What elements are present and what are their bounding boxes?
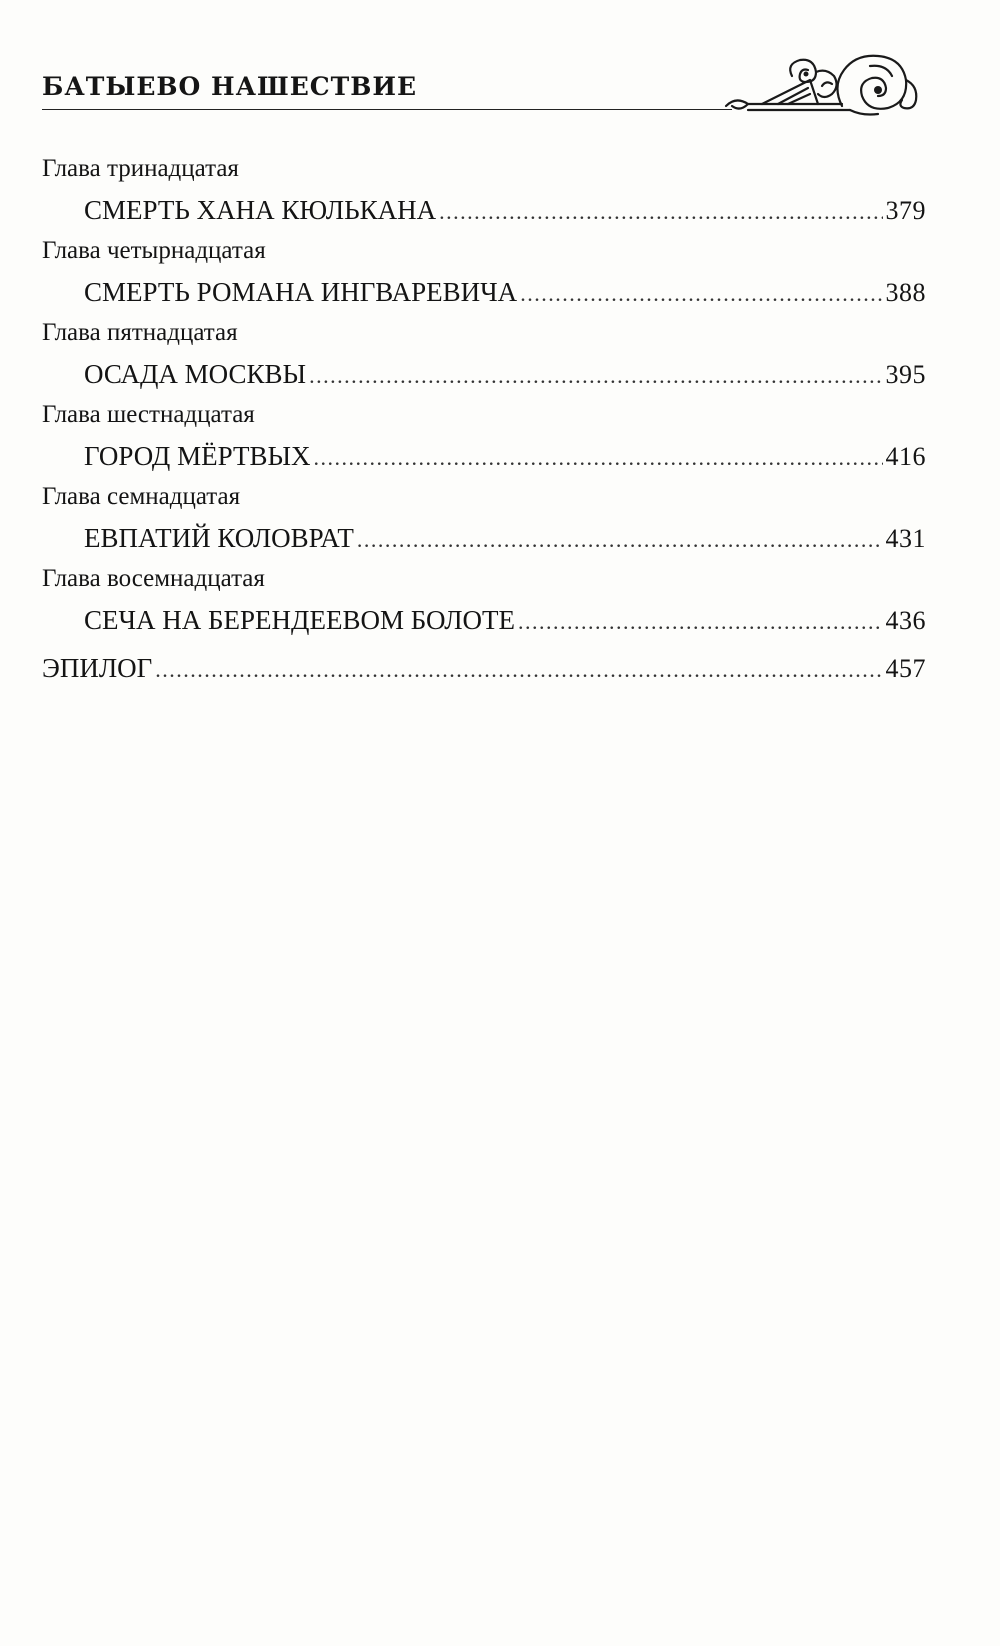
chapter-title: ГОРОД МЁРТВЫХ [84,441,311,471]
toc-chapter [42,562,926,644]
chapter-title: СМЕРТЬ РОМАНА ИНГВАРЕВИЧА [84,277,518,307]
chapter-label: Глава пятнадцатая [42,319,238,346]
toc-chapter [42,480,926,562]
chapter-label: Глава четырнадцатая [42,237,266,264]
chapter-title: ЕВПАТИЙ КОЛОВРАТ [84,523,354,553]
table-of-contents [42,152,926,692]
toc-entry[interactable] [42,432,926,480]
toc-chapter [42,398,926,480]
page-number: 457 [885,654,926,683]
chapter-title: ОСАДА МОСКВЫ [84,359,307,389]
toc-chapter [42,234,926,316]
dot-leader [309,352,882,400]
dot-leader [357,516,883,564]
toc-entry[interactable] [42,350,926,398]
dot-leader [314,434,883,482]
chapter-label: Глава семнадцатая [42,483,241,510]
toc-entry[interactable] [42,596,926,644]
toc-chapter [42,152,926,234]
toc-entry-epilogue[interactable] [42,644,926,692]
page-number: 416 [885,442,926,471]
toc-chapter [42,316,926,398]
running-title: БАТЫЕВО НАШЕСТВИЕ [42,72,418,101]
header-divider [42,109,732,110]
dot-leader [520,270,882,318]
toc-entry[interactable] [42,186,926,234]
page-number: 431 [885,524,926,553]
dot-leader [518,598,883,646]
toc-entry[interactable] [42,268,926,316]
dot-leader [155,646,882,694]
chapter-label: Глава тринадцатая [42,155,239,182]
toc-entry[interactable] [42,514,926,562]
chapter-label: Глава шестнадцатая [42,401,255,428]
chapter-label: Глава восемнадцатая [42,565,265,592]
chapter-title: СМЕРТЬ ХАНА КЮЛЬКАНА [84,195,437,225]
chapter-title: СЕЧА НА БЕРЕНДЕЕВОМ БОЛОТЕ [84,605,515,635]
page-number: 395 [885,360,926,389]
epilogue-title: ЭПИЛОГ [42,653,153,683]
dot-leader [439,188,882,236]
page-number: 436 [885,606,926,635]
page-number: 388 [885,278,926,307]
page-number: 379 [885,196,926,225]
ornament-icon [722,46,922,122]
